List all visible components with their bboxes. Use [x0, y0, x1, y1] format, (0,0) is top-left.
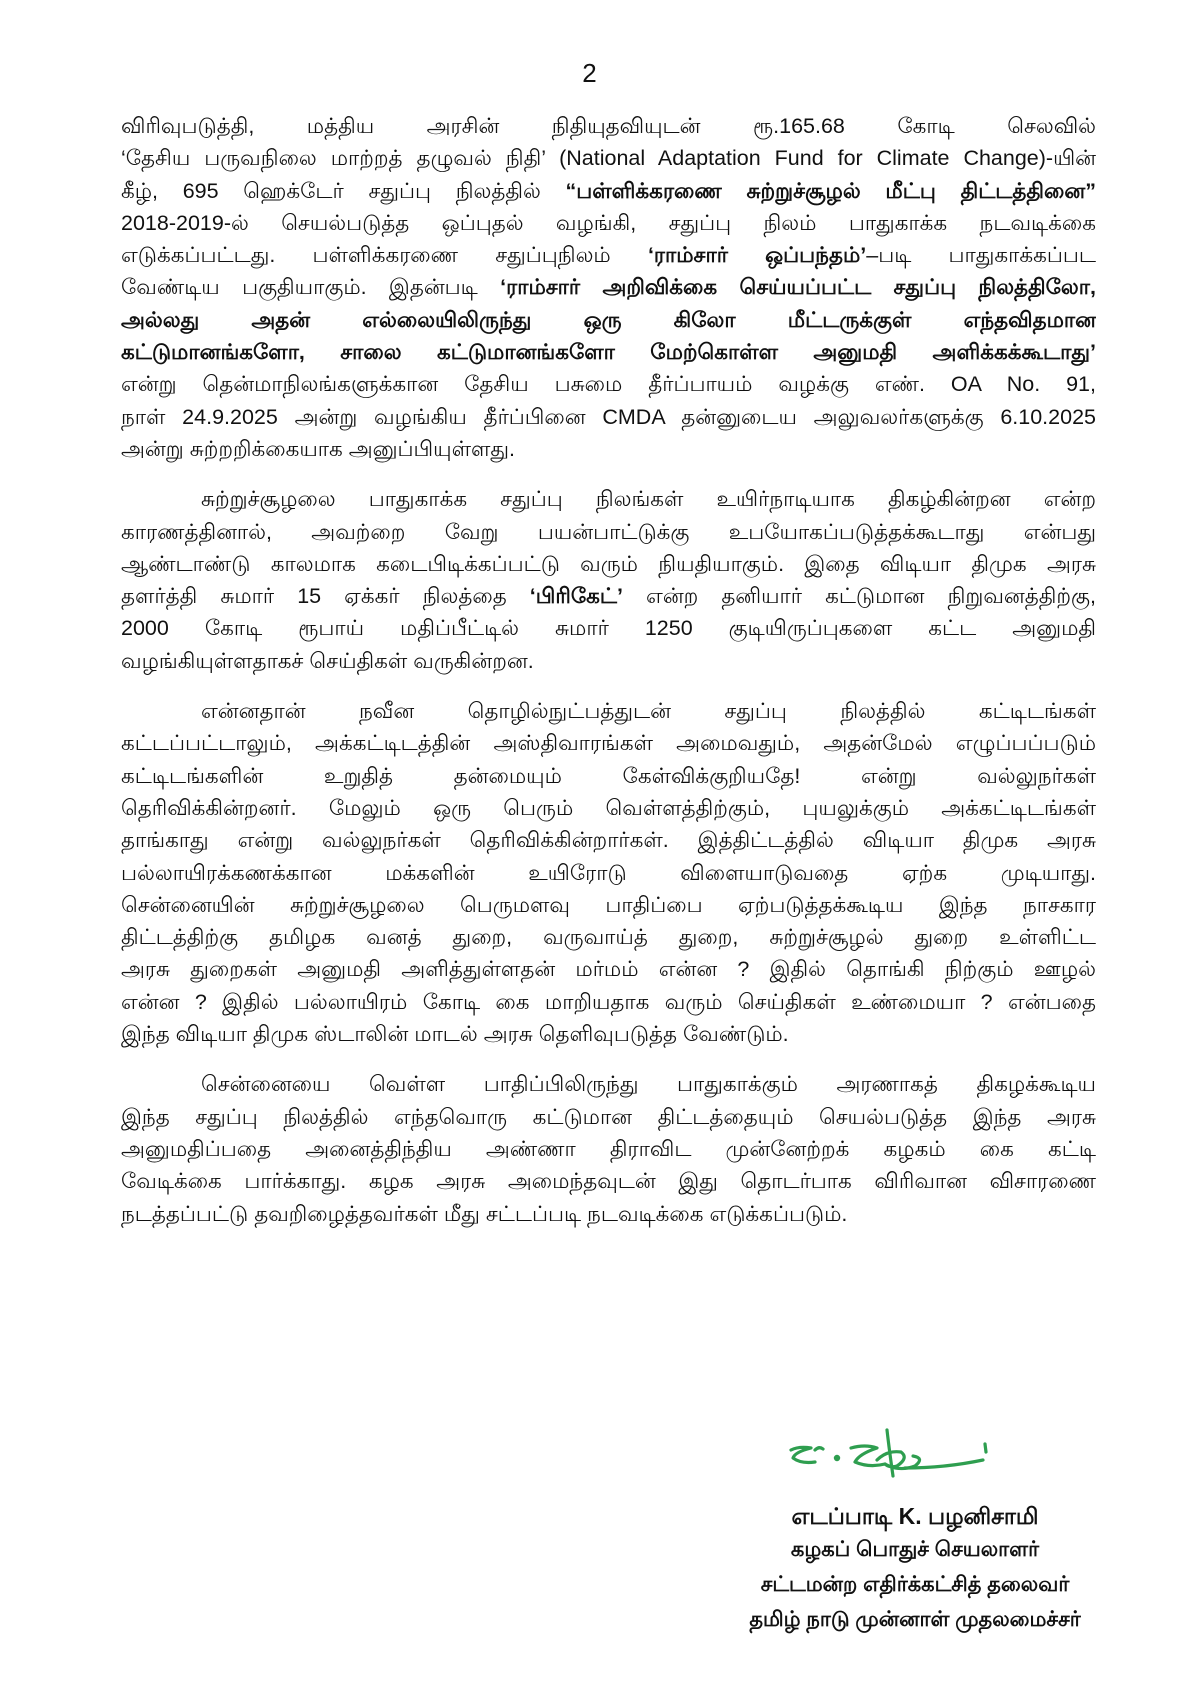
text-segment: அன்று சுற்றறிக்கையாக அனுப்பியுள்ளது. [121, 436, 516, 461]
signature-stroke [835, 1456, 838, 1459]
text-segment: ஆண்டாண்டு காலமாக கடைபிடிக்கப்பட்டு வரும் நியதியாகும். இதை விடியா திமுக அரசு [121, 551, 1096, 576]
text-line [121, 1198, 1096, 1230]
text-segment: காரணத்தினால், அவற்றை வேறு பயன்பாட்டுக்கு உபயோகப்படுத்தக்கூடாது என்பது [121, 519, 1096, 544]
text-segment: என்று தென்மாநிலங்களுக்கான தேசிய பசுமை தீர்ப்பாயம் வழக்கு எண். OA No. 91, [121, 372, 1096, 397]
text-line [121, 1101, 1096, 1133]
text-segment: வேடிக்கை பார்க்காது. கழக அரசு அமைந்தவுடன் இது தொடர்பாக விரிவான விசாரணை [121, 1169, 1096, 1194]
signatory-title: தமிழ் நாடு முன்னாள் முதலமைச்சர் [749, 1608, 1081, 1631]
text-segment: சுற்றுச்சூழலை பாதுகாக்க சதுப்பு நிலங்கள் உயிர்நாடியாக திகழ்கின்றன என்ற [201, 487, 1096, 512]
text-line [121, 889, 1096, 921]
text-line [121, 1068, 1096, 1100]
text-line [121, 433, 1096, 465]
signature-stroke [877, 1452, 920, 1469]
text-segment: நாள் 24.9.2025 அன்று வழங்கிய தீர்ப்பினை CMDA தன்னுடைய அலுவலர்களுக்கு 6.10.2025 [121, 404, 1096, 429]
text-line [121, 1018, 1096, 1050]
paragraph-spacer [121, 465, 1096, 483]
text-line [121, 921, 1096, 953]
text-line [121, 645, 1096, 677]
text-line [121, 857, 1096, 889]
text-segment: கட்டிடங்களின் உறுதித் தன்மையும் கேள்விக்குறியதே! என்று வல்லுநர்கள் [121, 763, 1096, 788]
text-line [121, 986, 1096, 1018]
text-segment: அரசு துறைகள் அனுமதி அளித்துள்ளதன் மர்மம் என்ன ? இதில் தொங்கி நிற்கும் ஊழல் [121, 957, 1096, 982]
text-line [121, 110, 1096, 142]
text-segment: என்ன ? இதில் பல்லாயிரம் கோடி கை மாறியதாக வரும் செய்திகள் உண்மையா ? என்பதை [121, 989, 1096, 1014]
text-line [121, 824, 1096, 856]
page-number: 2 [582, 58, 597, 88]
signature-block [690, 1428, 1140, 1637]
text-segment: விரிவுபடுத்தி, மத்திய அரசின் நிதியுதவியுடன் ரூ.165.68 கோடி செலவில் [121, 114, 1096, 138]
bold-text-segment: கட்டுமானங்களோ, சாலை கட்டுமானங்களோ மேற்கொள்ள அனுமதி அளிக்கக்கூடாது’ [121, 340, 1096, 365]
paragraph-spacer [121, 677, 1096, 695]
signatory-title: சட்டமன்ற எதிர்க்கட்சித் தலைவர் [760, 1573, 1070, 1596]
paragraph [121, 695, 1096, 1050]
letter-body [121, 110, 1096, 1230]
signatory-name: எடப்பாடி K. பழனிசாமி [791, 1503, 1039, 1529]
bold-text-segment: ‘பிரிகேட்’ [529, 584, 623, 609]
signatory-title: கழகப் பொதுச் செயலாளர் [790, 1538, 1040, 1561]
text-line [121, 271, 1096, 303]
bold-text-segment: “பள்ளிக்கரணை சுற்றுச்சூழல் மீட்பு திட்டத்தினை” [565, 178, 1096, 203]
text-line [121, 207, 1096, 239]
text-segment: கீழ், 695 ஹெக்டேர் சதுப்பு நிலத்தில் [121, 178, 566, 203]
text-line [121, 142, 1096, 174]
text-line [121, 760, 1096, 792]
text-segment: தெரிவிக்கின்றனர். மேலும் ஒரு பெரும் வெள்ளத்திற்கும், புயலுக்கும் அக்கட்டிடங்கள் [121, 795, 1096, 820]
text-line [121, 548, 1096, 580]
text-segment: அனுமதிப்பதை அனைத்திந்திய அண்ணா திராவிட முன்னேற்றக் கழகம் கை கட்டி [121, 1136, 1096, 1161]
text-segment: வழங்கியுள்ளதாகச் செய்திகள் வருகின்றன. [121, 648, 534, 673]
text-line [121, 727, 1096, 759]
text-line [121, 792, 1096, 824]
text-segment: இந்த விடியா திமுக ஸ்டாலின் மாடல் அரசு தெளிவுபடுத்த வேண்டும். [121, 1022, 789, 1047]
text-line [121, 516, 1096, 548]
text-line [121, 953, 1096, 985]
bold-text-segment: ‘ராம்சார் ஒப்பந்தம்’ [647, 243, 867, 268]
text-line [121, 175, 1096, 207]
text-segment: இந்த சதுப்பு நிலத்தில் எந்தவொரு கட்டுமான திட்டத்தையும் செயல்படுத்த இந்த அரசு [121, 1104, 1096, 1129]
paragraph [121, 1068, 1096, 1229]
text-line [121, 336, 1096, 368]
text-segment: திட்டத்திற்கு தமிழக வனத் துறை, வருவாய்த் துறை, சுற்றுச்சூழல் துறை உள்ளிட்ட [121, 925, 1096, 950]
text-segment: என்னதான் நவீன தொழில்நுட்பத்துடன் சதுப்பு நிலத்தில் கட்டிடங்கள் [201, 699, 1096, 724]
signature-stroke [791, 1447, 815, 1462]
text-line [121, 695, 1096, 727]
handwritten-signature [785, 1428, 1000, 1490]
text-line [121, 401, 1096, 433]
text-line [121, 483, 1096, 515]
signature-stroke [985, 1444, 986, 1452]
text-segment: கட்டப்பட்டாலும், அக்கட்டிடத்தின் அஸ்திவாரங்கள் அமைவதும், அதன்மேல் எழுப்பப்படும் [121, 731, 1096, 756]
text-segment: –படி பாதுகாக்கப்பட [866, 243, 1096, 268]
text-line [121, 1133, 1096, 1165]
text-segment: தாங்காது என்று வல்லுநர்கள் தெரிவிக்கின்றார்கள். இத்திட்டத்தில் விடியா திமுக அரசு [121, 828, 1096, 853]
bold-text-segment: அல்லது அதன் எல்லையிலிருந்து ஒரு கிலோ மீட்டருக்குள் எந்தவிதமான [121, 307, 1096, 332]
paragraph-spacer [121, 1050, 1096, 1068]
text-line [121, 1165, 1096, 1197]
signature-stroke [815, 1448, 823, 1450]
paragraph [121, 110, 1096, 465]
text-segment: சென்னையை வெள்ள பாதிப்பிலிருந்து பாதுகாக்கும் அரணாகத் திகழக்கூடிய [201, 1072, 1096, 1097]
text-line [121, 580, 1096, 612]
text-segment: தளர்த்தி சுமார் 15 ஏக்கர் நிலத்தை [121, 584, 530, 609]
paragraph [121, 483, 1096, 677]
text-segment: எடுக்கப்பட்டது. பள்ளிக்கரணை சதுப்புநிலம் [121, 243, 648, 268]
text-segment: நடத்தப்பட்டு தவறிழைத்தவர்கள் மீது சட்டப்படி நடவடிக்கை எடுக்கப்படும். [121, 1201, 848, 1226]
text-segment: வேண்டிய பகுதியாகும். இதன்படி [121, 275, 501, 300]
text-segment: ‘தேசிய பருவநிலை மாற்றத் தழுவல் நிதி’ (National Adaptation Fund for Climate Change)-யின் [121, 146, 1096, 171]
bold-text-segment: ‘ராம்சார் அறிவிக்கை செய்யப்பட்ட சதுப்பு நிலத்திலோ, [500, 275, 1096, 300]
text-line [121, 612, 1096, 644]
text-segment: பல்லாயிரக்கணக்கான மக்களின் உயிரோடு விளையாடுவதை ஏற்க முடியாது. [121, 860, 1096, 885]
text-segment: சென்னையின் சுற்றுச்சூழலை பெருமளவு பாதிப்பை ஏற்படுத்தக்கூடிய இந்த நாசகார [121, 892, 1096, 917]
text-segment: 2000 கோடி ரூபாய் மதிப்பீட்டில் சுமார் 1250 குடியிருப்புகளை கட்ட அனுமதி [121, 616, 1096, 641]
text-line [121, 304, 1096, 336]
text-line [121, 239, 1096, 271]
text-segment: 2018-2019-ல் செயல்படுத்த ஒப்புதல் வழங்கி, சதுப்பு நிலம் பாதுகாக்க நடவடிக்கை [121, 210, 1096, 235]
text-line [121, 368, 1096, 400]
text-segment: என்ற தனியார் கட்டுமான நிறுவனத்திற்கு, [622, 584, 1096, 609]
